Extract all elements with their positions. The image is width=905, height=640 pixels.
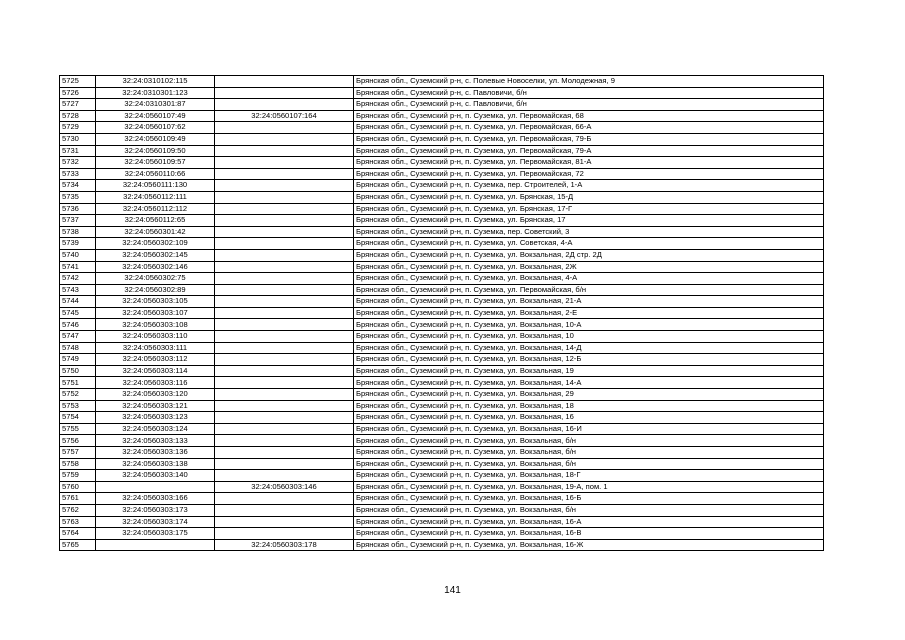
- row-number-cell: 5755: [60, 423, 96, 435]
- row-number-cell: 5759: [60, 470, 96, 482]
- linked-cadastral-number-cell: [215, 296, 354, 308]
- address-cell: Брянская обл., Суземский р-н, п. Суземка, ул. Вокзальная, 18-Г: [354, 470, 824, 482]
- row-number-cell: 5760: [60, 481, 96, 493]
- row-number-cell: 5751: [60, 377, 96, 389]
- row-number-cell: 5750: [60, 365, 96, 377]
- row-number-cell: 5737: [60, 215, 96, 227]
- cadastral-number-cell: 32:24:0560303:111: [96, 342, 215, 354]
- cadastral-number-cell: 32:24:0560302:146: [96, 261, 215, 273]
- cadastral-number-cell: 32:24:0560302:109: [96, 238, 215, 250]
- address-cell: Брянская обл., Суземский р-н, п. Суземка, ул. Вокзальная, 16-И: [354, 423, 824, 435]
- cadastral-number-cell: 32:24:0560303:110: [96, 331, 215, 343]
- linked-cadastral-number-cell: [215, 99, 354, 111]
- row-number-cell: 5753: [60, 400, 96, 412]
- cadastral-number-cell: [96, 539, 215, 551]
- row-number-cell: 5727: [60, 99, 96, 111]
- address-cell: Брянская обл., Суземский р-н, п. Суземка, ул. Советская, 4-А: [354, 238, 824, 250]
- row-number-cell: 5741: [60, 261, 96, 273]
- table-row: [60, 458, 824, 470]
- linked-cadastral-number-cell: [215, 342, 354, 354]
- row-number-cell: 5740: [60, 249, 96, 261]
- row-number-cell: 5764: [60, 528, 96, 540]
- registry-table: [59, 75, 824, 551]
- table-row: [60, 493, 824, 505]
- address-cell: Брянская обл., Суземский р-н, п. Суземка, ул. Вокзальная, 14-Д: [354, 342, 824, 354]
- row-number-cell: 5763: [60, 516, 96, 528]
- cadastral-number-cell: 32:24:0560112:111: [96, 191, 215, 203]
- address-cell: Брянская обл., Суземский р-н, п. Суземка, ул. Первомайская, 79-А: [354, 145, 824, 157]
- address-cell: Брянская обл., Суземский р-н, п. Суземка, ул. Вокзальная, б/н: [354, 504, 824, 516]
- linked-cadastral-number-cell: [215, 365, 354, 377]
- linked-cadastral-number-cell: [215, 470, 354, 482]
- linked-cadastral-number-cell: [215, 435, 354, 447]
- table-row: [60, 296, 824, 308]
- linked-cadastral-number-cell: [215, 412, 354, 424]
- linked-cadastral-number-cell: [215, 504, 354, 516]
- linked-cadastral-number-cell: [215, 458, 354, 470]
- address-cell: Брянская обл., Суземский р-н, п. Суземка, ул. Вокзальная, 16-В: [354, 528, 824, 540]
- address-cell: Брянская обл., Суземский р-н, п. Суземка, ул. Вокзальная, 2Ж: [354, 261, 824, 273]
- linked-cadastral-number-cell: [215, 319, 354, 331]
- row-number-cell: 5730: [60, 133, 96, 145]
- row-number-cell: 5765: [60, 539, 96, 551]
- address-cell: Брянская обл., Суземский р-н, п. Суземка, ул. Вокзальная, 29: [354, 389, 824, 401]
- row-number-cell: 5745: [60, 307, 96, 319]
- row-number-cell: 5731: [60, 145, 96, 157]
- cadastral-number-cell: 32:24:0560107:62: [96, 122, 215, 134]
- linked-cadastral-number-cell: [215, 76, 354, 88]
- row-number-cell: 5736: [60, 203, 96, 215]
- cadastral-number-cell: 32:24:0560303:112: [96, 354, 215, 366]
- address-cell: Брянская обл., Суземский р-н, п. Суземка, ул. Вокзальная, б/н: [354, 435, 824, 447]
- linked-cadastral-number-cell: [215, 400, 354, 412]
- address-cell: Брянская обл., Суземский р-н, п. Суземка, ул. Вокзальная, 19: [354, 365, 824, 377]
- cadastral-number-cell: 32:24:0310102:115: [96, 76, 215, 88]
- table-row: [60, 261, 824, 273]
- row-number-cell: 5729: [60, 122, 96, 134]
- address-cell: Брянская обл., Суземский р-н, п. Суземка, ул. Вокзальная, 10-А: [354, 319, 824, 331]
- address-cell: Брянская обл., Суземский р-н, п. Суземка, ул. Вокзальная, 2-Е: [354, 307, 824, 319]
- row-number-cell: 5748: [60, 342, 96, 354]
- address-cell: Брянская обл., Суземский р-н, с. Павловичи, б/н: [354, 99, 824, 111]
- address-cell: Брянская обл., Суземский р-н, п. Суземка, пер. Строителей, 1-А: [354, 180, 824, 192]
- cadastral-number-cell: 32:24:0560302:75: [96, 273, 215, 285]
- table-row: [60, 284, 824, 296]
- linked-cadastral-number-cell: [215, 423, 354, 435]
- cadastral-number-cell: 32:24:0560303:140: [96, 470, 215, 482]
- cadastral-number-cell: 32:24:0310301:123: [96, 87, 215, 99]
- row-number-cell: 5732: [60, 157, 96, 169]
- cadastral-number-cell: 32:24:0310301:87: [96, 99, 215, 111]
- row-number-cell: 5725: [60, 76, 96, 88]
- table-row: [60, 331, 824, 343]
- address-cell: Брянская обл., Суземский р-н, п. Суземка, ул. Вокзальная, 16-А: [354, 516, 824, 528]
- cadastral-number-cell: 32:24:0560303:136: [96, 447, 215, 459]
- table-row: [60, 273, 824, 285]
- address-cell: Брянская обл., Суземский р-н, п. Суземка, ул. Вокзальная, 16: [354, 412, 824, 424]
- cadastral-number-cell: 32:24:0560109:49: [96, 133, 215, 145]
- address-cell: Брянская обл., Суземский р-н, п. Суземка, ул. Вокзальная, 18: [354, 400, 824, 412]
- row-number-cell: 5756: [60, 435, 96, 447]
- table-row: [60, 157, 824, 169]
- linked-cadastral-number-cell: [215, 249, 354, 261]
- cadastral-number-cell: 32:24:0560112:112: [96, 203, 215, 215]
- cadastral-number-cell: 32:24:0560303:116: [96, 377, 215, 389]
- cadastral-number-cell: 32:24:0560107:49: [96, 110, 215, 122]
- cadastral-number-cell: 32:24:0560303:107: [96, 307, 215, 319]
- table-row: [60, 110, 824, 122]
- cadastral-number-cell: 32:24:0560109:57: [96, 157, 215, 169]
- linked-cadastral-number-cell: [215, 528, 354, 540]
- address-cell: Брянская обл., Суземский р-н, п. Суземка, ул. Вокзальная, 16-Б: [354, 493, 824, 505]
- table-row: [60, 481, 824, 493]
- linked-cadastral-number-cell: [215, 203, 354, 215]
- table-row: [60, 215, 824, 227]
- row-number-cell: 5739: [60, 238, 96, 250]
- cadastral-number-cell: 32:24:0560302:89: [96, 284, 215, 296]
- row-number-cell: 5743: [60, 284, 96, 296]
- linked-cadastral-number-cell: [215, 191, 354, 203]
- linked-cadastral-number-cell: [215, 87, 354, 99]
- cadastral-number-cell: [96, 481, 215, 493]
- table-row: [60, 168, 824, 180]
- address-cell: Брянская обл., Суземский р-н, п. Суземка, ул. Брянская, 15-Д: [354, 191, 824, 203]
- table-row: [60, 389, 824, 401]
- address-cell: Брянская обл., Суземский р-н, п. Суземка, ул. Первомайская, 68: [354, 110, 824, 122]
- linked-cadastral-number-cell: [215, 389, 354, 401]
- cadastral-number-cell: 32:24:0560110:66: [96, 168, 215, 180]
- address-cell: Брянская обл., Суземский р-н, п. Суземка, ул. Первомайская, 79-Б: [354, 133, 824, 145]
- linked-cadastral-number-cell: [215, 331, 354, 343]
- table-row: [60, 226, 824, 238]
- row-number-cell: 5742: [60, 273, 96, 285]
- linked-cadastral-number-cell: [215, 168, 354, 180]
- linked-cadastral-number-cell: [215, 145, 354, 157]
- address-cell: Брянская обл., Суземский р-н, п. Суземка, ул. Брянская, 17-Г: [354, 203, 824, 215]
- cadastral-number-cell: 32:24:0560112:65: [96, 215, 215, 227]
- address-cell: Брянская обл., Суземский р-н, п. Суземка, ул. Первомайская, 81-А: [354, 157, 824, 169]
- linked-cadastral-number-cell: [215, 238, 354, 250]
- table-row: [60, 412, 824, 424]
- cadastral-number-cell: 32:24:0560303:133: [96, 435, 215, 447]
- row-number-cell: 5728: [60, 110, 96, 122]
- address-cell: Брянская обл., Суземский р-н, п. Суземка, ул. Вокзальная, б/н: [354, 458, 824, 470]
- table-row: [60, 133, 824, 145]
- linked-cadastral-number-cell: [215, 307, 354, 319]
- address-cell: Брянская обл., Суземский р-н, п. Суземка, ул. Первомайская, 72: [354, 168, 824, 180]
- table-row: [60, 76, 824, 88]
- address-cell: Брянская обл., Суземский р-н, п. Суземка, ул. Вокзальная, б/н: [354, 447, 824, 459]
- cadastral-number-cell: 32:24:0560303:124: [96, 423, 215, 435]
- table-row: [60, 319, 824, 331]
- row-number-cell: 5752: [60, 389, 96, 401]
- row-number-cell: 5747: [60, 331, 96, 343]
- table-row: [60, 516, 824, 528]
- table-row: [60, 377, 824, 389]
- linked-cadastral-number-cell: [215, 215, 354, 227]
- cadastral-number-cell: 32:24:0560109:50: [96, 145, 215, 157]
- row-number-cell: 5757: [60, 447, 96, 459]
- linked-cadastral-number-cell: [215, 133, 354, 145]
- table-row: [60, 470, 824, 482]
- address-cell: Брянская обл., Суземский р-н, п. Суземка, ул. Вокзальная, 21-А: [354, 296, 824, 308]
- linked-cadastral-number-cell: [215, 157, 354, 169]
- cadastral-number-cell: 32:24:0560301:42: [96, 226, 215, 238]
- table-row: [60, 365, 824, 377]
- linked-cadastral-number-cell: [215, 354, 354, 366]
- address-cell: Брянская обл., Суземский р-н, п. Суземка, ул. Брянская, 17: [354, 215, 824, 227]
- table-row: [60, 238, 824, 250]
- address-cell: Брянская обл., Суземский р-н, п. Суземка, ул. Вокзальная, 14-А: [354, 377, 824, 389]
- address-cell: Брянская обл., Суземский р-н, п. Суземка, ул. Вокзальная, 12-Б: [354, 354, 824, 366]
- linked-cadastral-number-cell: [215, 122, 354, 134]
- linked-cadastral-number-cell: [215, 377, 354, 389]
- page-number: 141: [444, 585, 461, 596]
- linked-cadastral-number-cell: [215, 516, 354, 528]
- row-number-cell: 5754: [60, 412, 96, 424]
- row-number-cell: 5733: [60, 168, 96, 180]
- cadastral-number-cell: 32:24:0560303:173: [96, 504, 215, 516]
- row-number-cell: 5761: [60, 493, 96, 505]
- address-cell: Брянская обл., Суземский р-н, с. Полевые Новоселки, ул. Молодежная, 9: [354, 76, 824, 88]
- cadastral-number-cell: 32:24:0560303:121: [96, 400, 215, 412]
- table-row: [60, 528, 824, 540]
- row-number-cell: 5749: [60, 354, 96, 366]
- linked-cadastral-number-cell: 32:24:0560303:146: [215, 481, 354, 493]
- table-row: [60, 447, 824, 459]
- linked-cadastral-number-cell: [215, 493, 354, 505]
- address-cell: Брянская обл., Суземский р-н, п. Суземка, ул. Первомайская, 66-А: [354, 122, 824, 134]
- row-number-cell: 5758: [60, 458, 96, 470]
- row-number-cell: 5744: [60, 296, 96, 308]
- cadastral-number-cell: 32:24:0560303:166: [96, 493, 215, 505]
- address-cell: Брянская обл., Суземский р-н, п. Суземка, ул. Вокзальная, 4-А: [354, 273, 824, 285]
- address-cell: Брянская обл., Суземский р-н, п. Суземка, ул. Вокзальная, 19-А, пом. 1: [354, 481, 824, 493]
- table-row: [60, 99, 824, 111]
- table-row: [60, 203, 824, 215]
- linked-cadastral-number-cell: [215, 447, 354, 459]
- cadastral-number-cell: 32:24:0560111:130: [96, 180, 215, 192]
- row-number-cell: 5726: [60, 87, 96, 99]
- table-row: [60, 423, 824, 435]
- table-row: [60, 342, 824, 354]
- table-row: [60, 122, 824, 134]
- cadastral-number-cell: 32:24:0560303:108: [96, 319, 215, 331]
- table-row: [60, 145, 824, 157]
- row-number-cell: 5762: [60, 504, 96, 516]
- address-cell: Брянская обл., Суземский р-н, п. Суземка, ул. Вокзальная, 2Д стр. 2Д: [354, 249, 824, 261]
- cadastral-number-cell: 32:24:0560303:105: [96, 296, 215, 308]
- cadastral-number-cell: 32:24:0560303:174: [96, 516, 215, 528]
- table-row: [60, 435, 824, 447]
- linked-cadastral-number-cell: [215, 284, 354, 296]
- table-row: [60, 539, 824, 551]
- linked-cadastral-number-cell: 32:24:0560303:178: [215, 539, 354, 551]
- address-cell: Брянская обл., Суземский р-н, п. Суземка, ул. Первомайская, б/н: [354, 284, 824, 296]
- table-row: [60, 354, 824, 366]
- linked-cadastral-number-cell: 32:24:0560107:164: [215, 110, 354, 122]
- table-row: [60, 87, 824, 99]
- linked-cadastral-number-cell: [215, 273, 354, 285]
- registry-table-body: [60, 76, 824, 551]
- cadastral-number-cell: 32:24:0560303:175: [96, 528, 215, 540]
- row-number-cell: 5734: [60, 180, 96, 192]
- cadastral-number-cell: 32:24:0560303:120: [96, 389, 215, 401]
- cadastral-number-cell: 32:24:0560302:145: [96, 249, 215, 261]
- linked-cadastral-number-cell: [215, 180, 354, 192]
- linked-cadastral-number-cell: [215, 226, 354, 238]
- row-number-cell: 5735: [60, 191, 96, 203]
- address-cell: Брянская обл., Суземский р-н, с. Павловичи, б/н: [354, 87, 824, 99]
- row-number-cell: 5738: [60, 226, 96, 238]
- table-row: [60, 400, 824, 412]
- address-cell: Брянская обл., Суземский р-н, п. Суземка, пер. Советский, 3: [354, 226, 824, 238]
- cadastral-number-cell: 32:24:0560303:138: [96, 458, 215, 470]
- table-row: [60, 307, 824, 319]
- table-row: [60, 249, 824, 261]
- row-number-cell: 5746: [60, 319, 96, 331]
- table-row: [60, 504, 824, 516]
- cadastral-number-cell: 32:24:0560303:114: [96, 365, 215, 377]
- table-row: [60, 191, 824, 203]
- cadastral-number-cell: 32:24:0560303:123: [96, 412, 215, 424]
- address-cell: Брянская обл., Суземский р-н, п. Суземка, ул. Вокзальная, 10: [354, 331, 824, 343]
- linked-cadastral-number-cell: [215, 261, 354, 273]
- address-cell: Брянская обл., Суземский р-н, п. Суземка, ул. Вокзальная, 16-Ж: [354, 539, 824, 551]
- table-row: [60, 180, 824, 192]
